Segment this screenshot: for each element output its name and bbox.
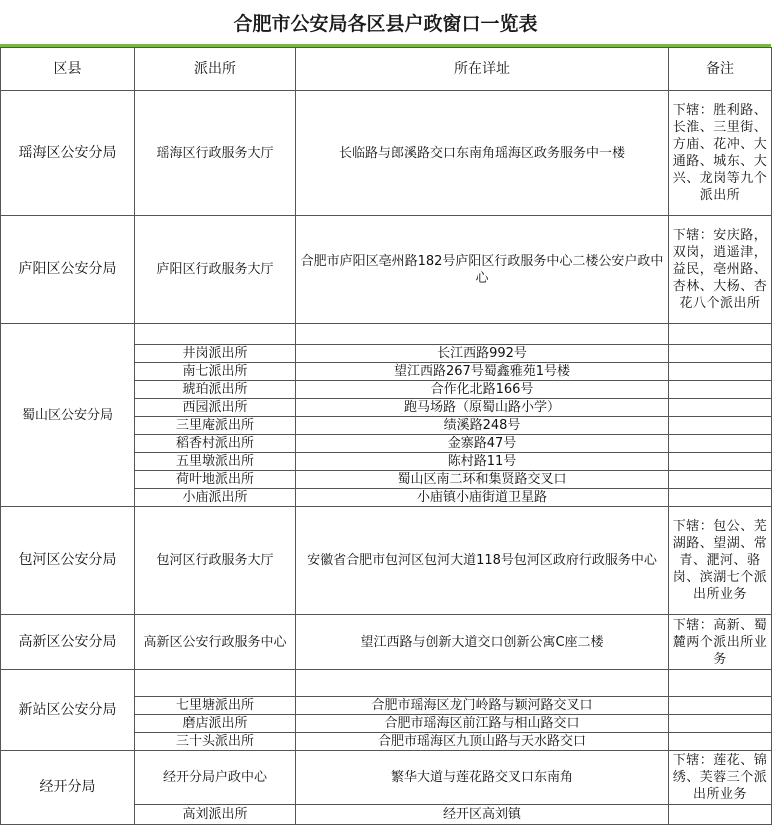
district-cell: 包河区公安分局 <box>1 507 135 615</box>
note-cell: 下辖：包公、芜湖路、望湖、常青、淝河、骆岗、滨湖七个派出所业务 <box>669 507 772 615</box>
district-cell: 蜀山区公安分局 <box>1 324 135 507</box>
station-cell: 稻香村派出所 <box>135 435 296 453</box>
address-cell: 长临路与郎溪路交口东南角瑶海区政务服务中一楼 <box>296 91 669 216</box>
station-cell: 磨店派出所 <box>135 715 296 733</box>
address-cell: 绩溪路248号 <box>296 417 669 435</box>
note-cell <box>669 670 772 697</box>
note-cell <box>669 489 772 507</box>
district-cell: 庐阳区公安分局 <box>1 216 135 324</box>
note-cell: 下辖：莲花、锦绣、芙蓉三个派出所业务 <box>669 751 772 805</box>
table-row <box>1 216 772 324</box>
district-cell: 经开分局 <box>1 751 135 825</box>
station-cell <box>135 670 296 697</box>
address-cell: 小庙镇小庙街道卫星路 <box>296 489 669 507</box>
station-cell: 荷叶地派出所 <box>135 471 296 489</box>
table-row <box>1 91 772 216</box>
header-district: 区县 <box>1 48 135 91</box>
household-registration-table <box>0 47 772 825</box>
station-cell: 高新区公安行政服务中心 <box>135 615 296 670</box>
note-cell <box>669 471 772 489</box>
note-cell <box>669 363 772 381</box>
header-station: 派出所 <box>135 48 296 91</box>
note-cell <box>669 453 772 471</box>
table-row <box>1 324 772 345</box>
table-row <box>1 507 772 615</box>
note-cell <box>669 399 772 417</box>
district-cell: 瑶海区公安分局 <box>1 91 135 216</box>
station-cell: 包河区行政服务大厅 <box>135 507 296 615</box>
station-cell: 经开分局户政中心 <box>135 751 296 805</box>
note-cell <box>669 345 772 363</box>
header-address: 所在详址 <box>296 48 669 91</box>
address-cell: 安徽省合肥市包河区包河大道118号包河区政府行政服务中心 <box>296 507 669 615</box>
address-cell: 跑马场路（原蜀山路小学） <box>296 399 669 417</box>
note-cell <box>669 381 772 399</box>
address-cell: 望江西路267号蜀鑫雅苑1号楼 <box>296 363 669 381</box>
note-cell <box>669 435 772 453</box>
station-cell: 井岗派出所 <box>135 345 296 363</box>
table-row <box>1 670 772 697</box>
station-cell: 小庙派出所 <box>135 489 296 507</box>
station-cell: 高刘派出所 <box>135 805 296 825</box>
address-cell: 长江西路992号 <box>296 345 669 363</box>
address-cell: 合肥市庐阳区亳州路182号庐阳区行政服务中心二楼公安户政中心 <box>296 216 669 324</box>
note-cell <box>669 417 772 435</box>
station-cell: 五里墩派出所 <box>135 453 296 471</box>
header-note: 备注 <box>669 48 772 91</box>
address-cell: 合作化北路166号 <box>296 381 669 399</box>
district-cell: 高新区公安分局 <box>1 615 135 670</box>
station-cell: 七里塘派出所 <box>135 697 296 715</box>
header-row <box>1 48 772 91</box>
station-cell: 西园派出所 <box>135 399 296 417</box>
station-cell: 瑶海区行政服务大厅 <box>135 91 296 216</box>
station-cell <box>135 324 296 345</box>
note-cell <box>669 805 772 825</box>
address-cell: 合肥市瑶海区九顶山路与天水路交口 <box>296 733 669 751</box>
station-cell: 琥珀派出所 <box>135 381 296 399</box>
district-cell: 新站区公安分局 <box>1 670 135 751</box>
address-cell: 经开区高刘镇 <box>296 805 669 825</box>
address-cell: 金寨路47号 <box>296 435 669 453</box>
station-cell: 庐阳区行政服务大厅 <box>135 216 296 324</box>
address-cell: 繁华大道与莲花路交叉口东南角 <box>296 751 669 805</box>
address-cell: 陈村路11号 <box>296 453 669 471</box>
table-title: 合肥市公安局各区县户政窗口一览表 <box>0 0 771 47</box>
note-cell: 下辖：安庆路，双岗，逍遥津，益民，亳州路、杏林、大杨、杏花八个派出所 <box>669 216 772 324</box>
note-cell <box>669 733 772 751</box>
station-cell: 三十头派出所 <box>135 733 296 751</box>
address-cell: 合肥市瑶海区龙门岭路与颖河路交叉口 <box>296 697 669 715</box>
station-cell: 三里庵派出所 <box>135 417 296 435</box>
table-row <box>1 615 772 670</box>
note-cell: 下辖：胜利路、长淮、三里街、方庙、花冲、大通路、城东、大兴、龙岗等九个派出所 <box>669 91 772 216</box>
address-cell <box>296 670 669 697</box>
address-cell: 望江西路与创新大道交口创新公寓C座二楼 <box>296 615 669 670</box>
note-cell <box>669 715 772 733</box>
address-cell: 合肥市瑶海区前江路与相山路交口 <box>296 715 669 733</box>
note-cell: 下辖：高新、蜀麓两个派出所业务 <box>669 615 772 670</box>
note-cell <box>669 697 772 715</box>
address-cell <box>296 324 669 345</box>
note-cell <box>669 324 772 345</box>
station-cell: 南七派出所 <box>135 363 296 381</box>
address-cell: 蜀山区南二环和集贤路交叉口 <box>296 471 669 489</box>
table-row <box>1 751 772 805</box>
